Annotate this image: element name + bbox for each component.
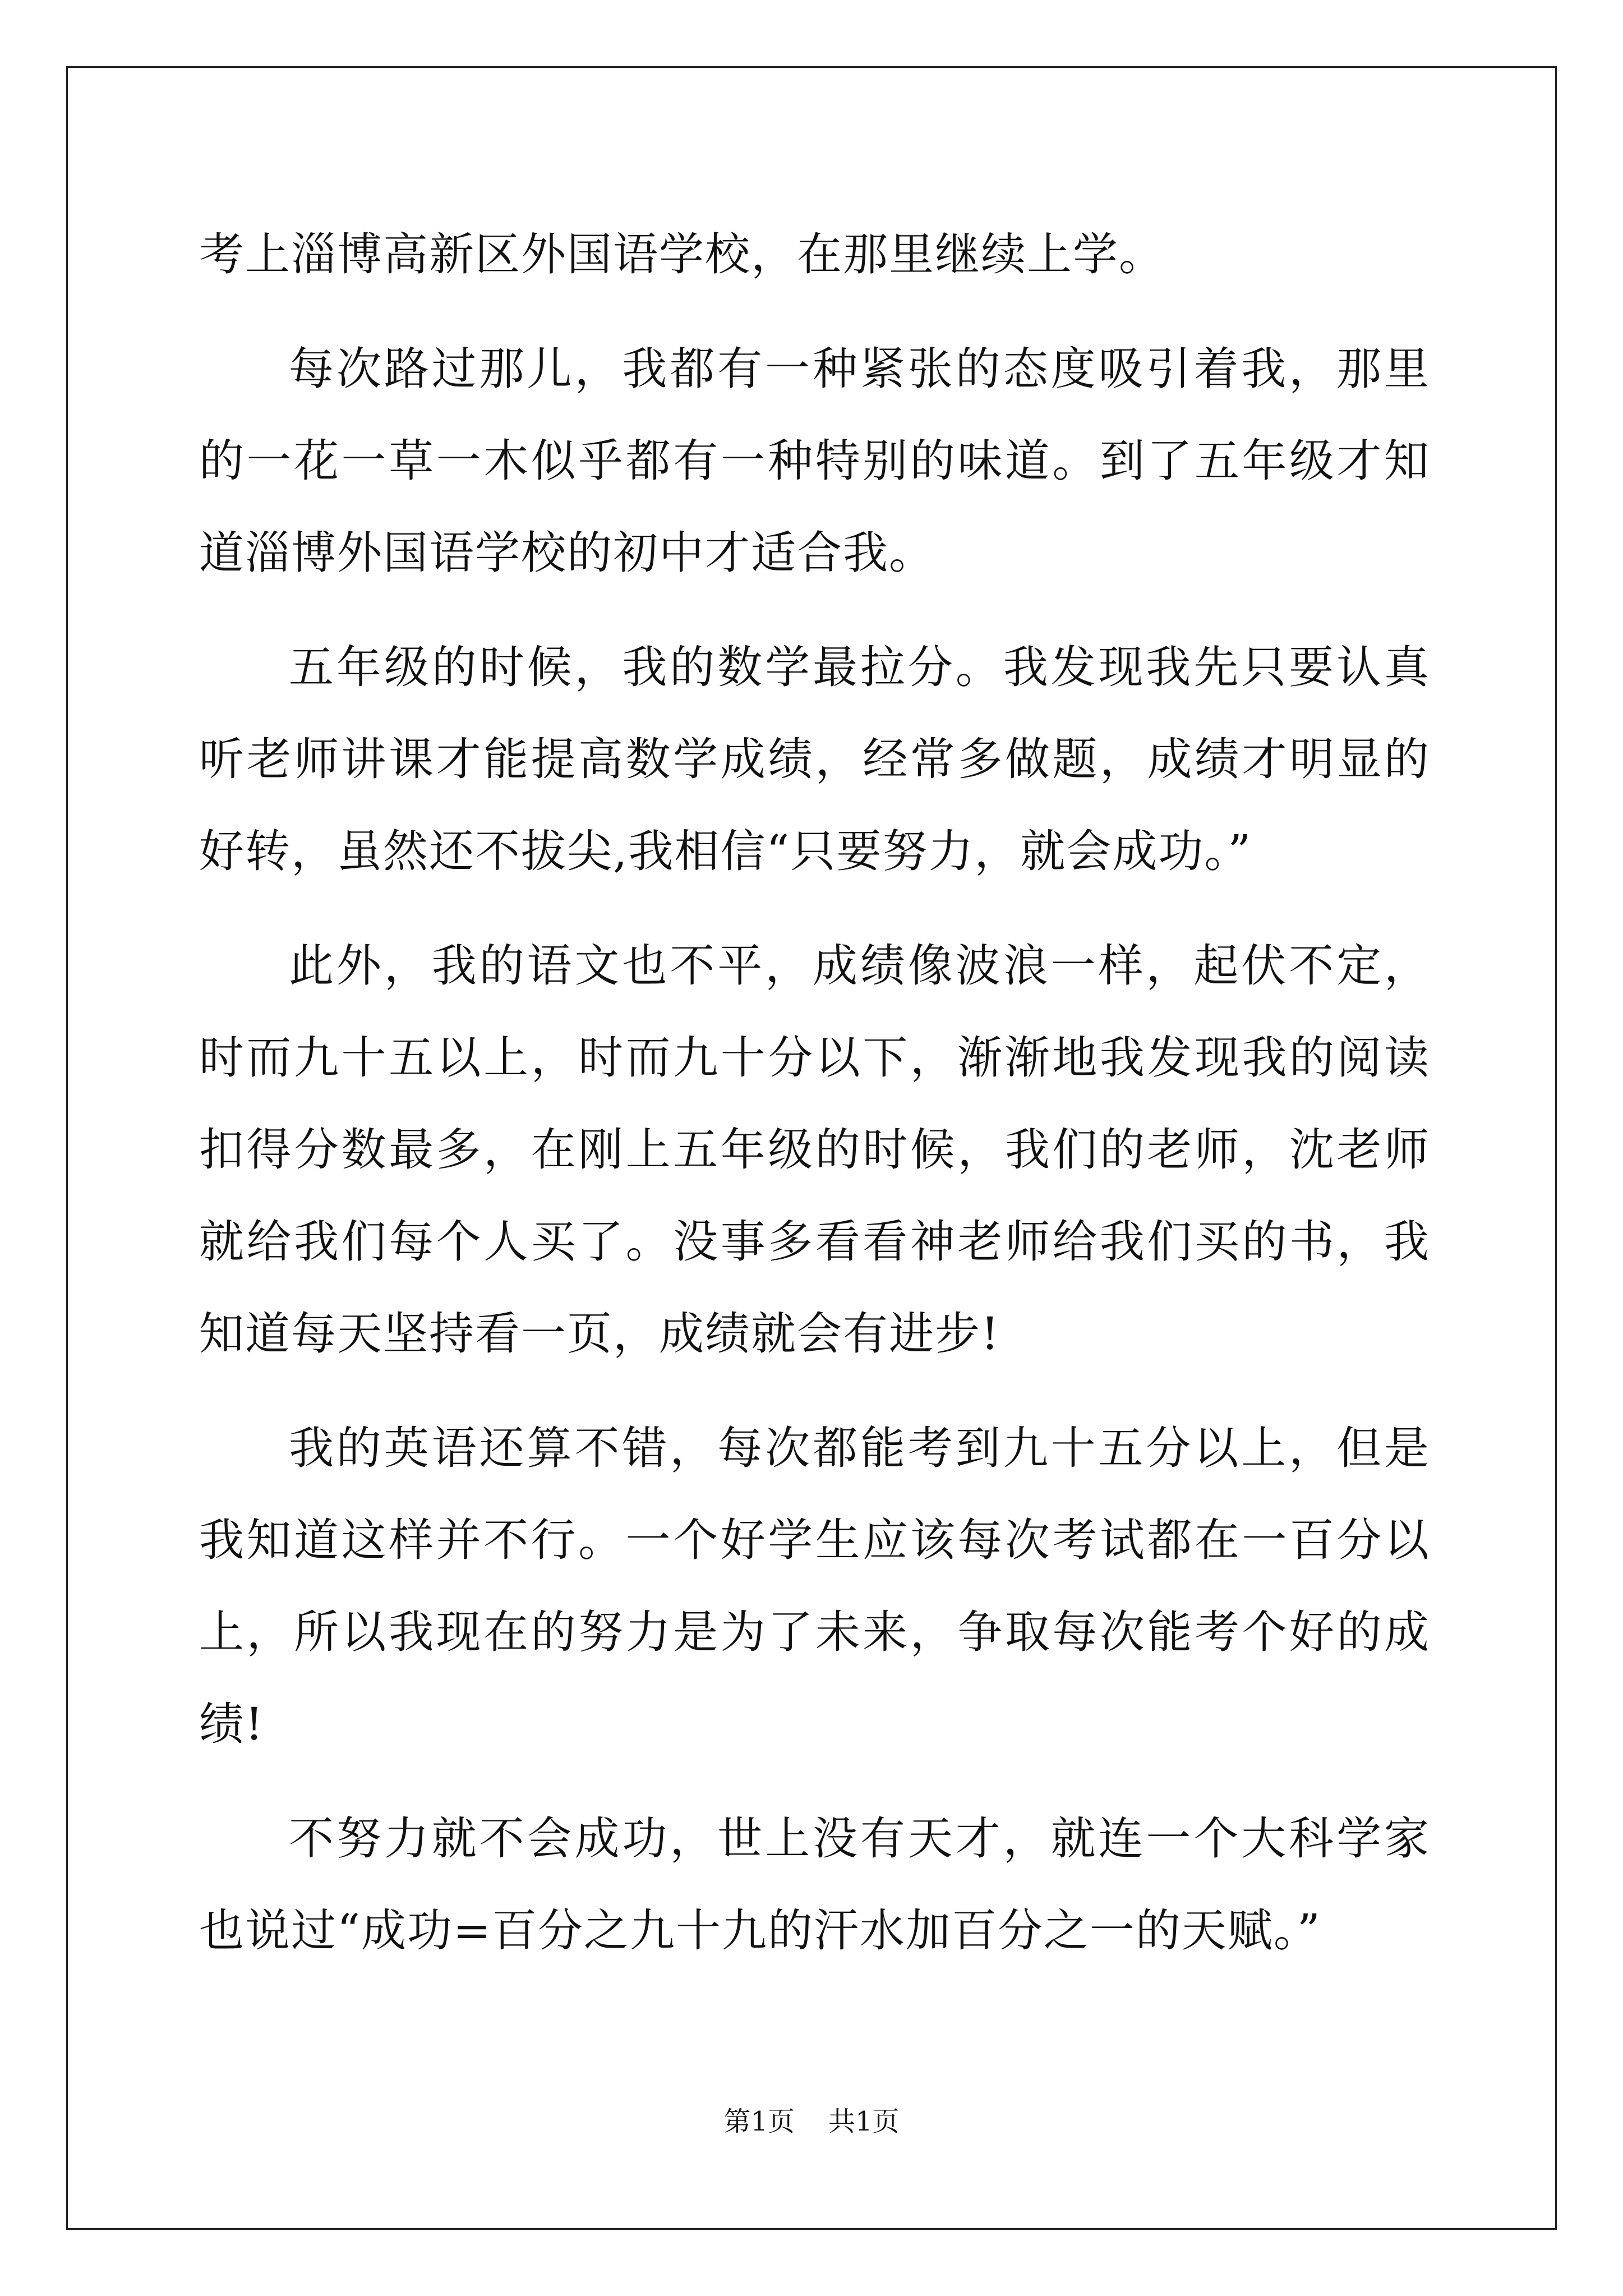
- document-body: [199, 209, 1430, 1999]
- paragraph-5: 我的英语还算不错，每次都能考到九十五分以上，但是我知道这样并不行。一个好学生应该每次考试都在一百分以上，所以我现在的努力是为了未来，争取每次能考个好的成绩!: [199, 1422, 1430, 1750]
- page-total: 共1页: [828, 2106, 900, 2137]
- paragraph-3: 五年级的时候，我的数学最拉分。我发现我先只要认真听老师讲课才能提高数学成绩，经常多做题，成绩才明显的好转，虽然还不拔尖,我相信“只要努力，就会成功。”: [199, 641, 1430, 877]
- paragraph-4: 此外，我的语文也不平，成绩像波浪一样，起伏不定，时而九十五以上，时而九十分以下，渐渐地我发现我的阅读扣得分数最多，在刚上五年级的时候，我们的老师，沈老师就给我们每个人买了。没事多看看神老师给我们买的书，我知道每天坚持看一页，成绩就会有进步!: [199, 940, 1430, 1360]
- paragraph-1: 考上淄博高新区外国语学校，在那里继续上学。: [199, 228, 1165, 280]
- paragraph-2: 每次路过那儿，我都有一种紧张的态度吸引着我，那里的一花一草一木似乎都有一种特别的味道。到了五年级才知道淄博外国语学校的初中才适合我。: [199, 343, 1430, 579]
- page-number: 第1页: [723, 2106, 795, 2137]
- page-footer: [0, 2105, 1623, 2138]
- paragraph-6: 不努力就不会成功，世上没有天才，就连一个大科学家也说过“成功=百分之九十九的汗水加百分之一的天赋。”: [199, 1812, 1430, 1957]
